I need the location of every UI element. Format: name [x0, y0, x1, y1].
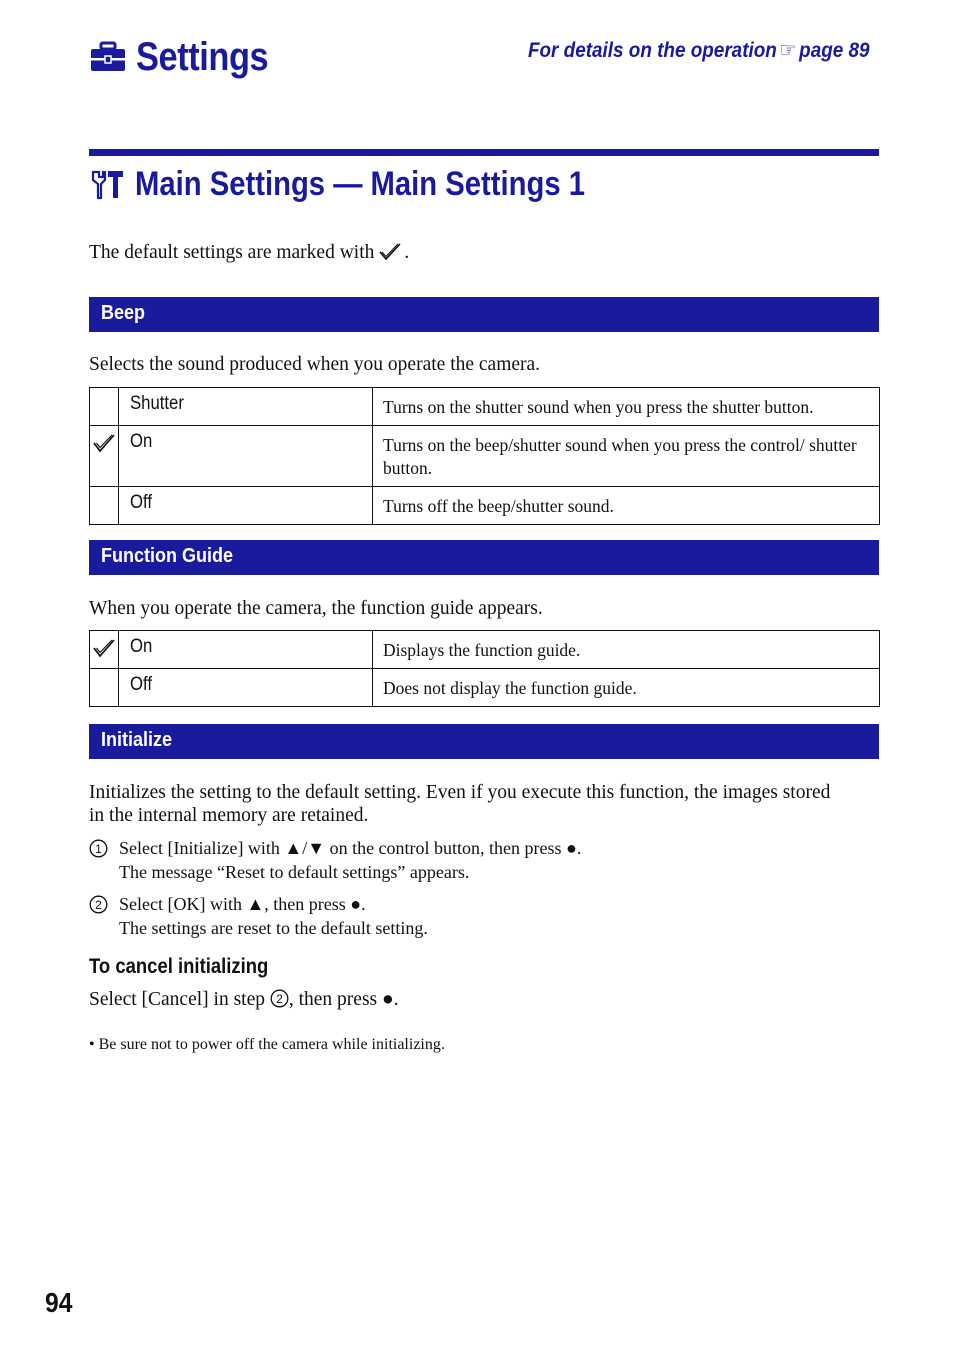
circled-number-icon — [89, 895, 108, 914]
option-description: Does not display the function guide. — [373, 669, 880, 707]
initialize-description: Initializes the setting to the default setting. Even if you execute this function, the images stored in the internal memory are retained. — [89, 782, 831, 826]
function-guide-heading-band — [89, 540, 879, 575]
tools-icon — [89, 168, 125, 200]
default-check-icon — [92, 432, 116, 454]
option-name: Shutter — [119, 388, 373, 426]
option-description: Turns on the shutter sound when you press the shutter button. — [373, 388, 880, 426]
initialize-warning-note: • Be sure not to power off the camera while initializing. — [89, 1036, 445, 1053]
beep-description: Selects the sound produced when you operate the camera. — [89, 354, 541, 375]
beep-options-table — [89, 387, 880, 525]
section-title: Main Settings — Main Settings 1 — [135, 164, 586, 203]
function-guide-options-table — [89, 630, 880, 707]
default-marker-cell — [90, 631, 119, 669]
hand-pointer-icon: ☞ — [779, 39, 797, 62]
cancel-initializing-heading: To cancel initializing — [89, 955, 269, 978]
circled-number-icon — [270, 989, 289, 1008]
beep-heading-band — [89, 297, 879, 332]
operation-reference-text: For details on the operation — [528, 39, 778, 62]
cancel-initializing-text — [89, 988, 399, 1011]
default-marker-cell — [90, 388, 119, 426]
default-marker-cell — [90, 669, 119, 707]
option-name: On — [119, 426, 373, 487]
table-row[interactable] — [90, 631, 880, 669]
option-description: Displays the function guide. — [373, 631, 880, 669]
toolbox-icon — [89, 41, 127, 73]
svg-text:2: 2 — [276, 992, 283, 1006]
default-settings-note — [89, 241, 409, 264]
default-marker-cell — [90, 487, 119, 525]
initialize-heading: Initialize — [101, 729, 173, 751]
initialize-heading-band — [89, 724, 879, 759]
cancel-text-after: , then press ●. — [288, 989, 399, 1010]
beep-heading: Beep — [101, 302, 146, 324]
default-note-text: The default settings are marked with — [89, 242, 375, 263]
table-row[interactable] — [90, 426, 880, 487]
step-result: The settings are reset to the default setting. — [119, 918, 428, 938]
step-instruction: Select [OK] with ▲, then press ●. — [119, 894, 366, 914]
default-check-icon — [378, 242, 402, 262]
step-instruction: Select [Initialize] with ▲/▼ on the control button, then press ●. — [119, 838, 582, 858]
svg-text:2: 2 — [95, 898, 102, 912]
option-description: Turns off the beep/shutter sound. — [373, 487, 880, 525]
table-row[interactable] — [90, 487, 880, 525]
option-name: On — [119, 631, 373, 669]
option-description: Turns on the beep/shutter sound when you press the control/ shutter button. — [373, 426, 880, 487]
default-marker-cell — [90, 426, 119, 487]
page-header — [89, 34, 290, 80]
default-note-period: . — [404, 242, 410, 263]
option-name: Off — [119, 487, 373, 525]
table-row[interactable] — [90, 669, 880, 707]
function-guide-heading: Function Guide — [101, 545, 233, 567]
section-divider — [89, 149, 879, 156]
function-guide-description: When you operate the camera, the function guide appears. — [89, 598, 543, 619]
step-result: The message “Reset to default settings” appears. — [119, 862, 470, 882]
svg-text:1: 1 — [95, 842, 102, 856]
section-header — [89, 163, 658, 205]
operation-reference-page: page 89 — [799, 39, 870, 62]
cancel-text-before: Select [Cancel] in step — [89, 989, 265, 1010]
default-check-icon — [92, 637, 116, 659]
page-number: 94 — [45, 1287, 73, 1318]
option-name: Off — [119, 669, 373, 707]
table-row[interactable] — [90, 388, 880, 426]
operation-reference-link[interactable] — [528, 38, 870, 63]
page-title: Settings — [136, 34, 269, 79]
circled-number-icon — [89, 839, 108, 858]
